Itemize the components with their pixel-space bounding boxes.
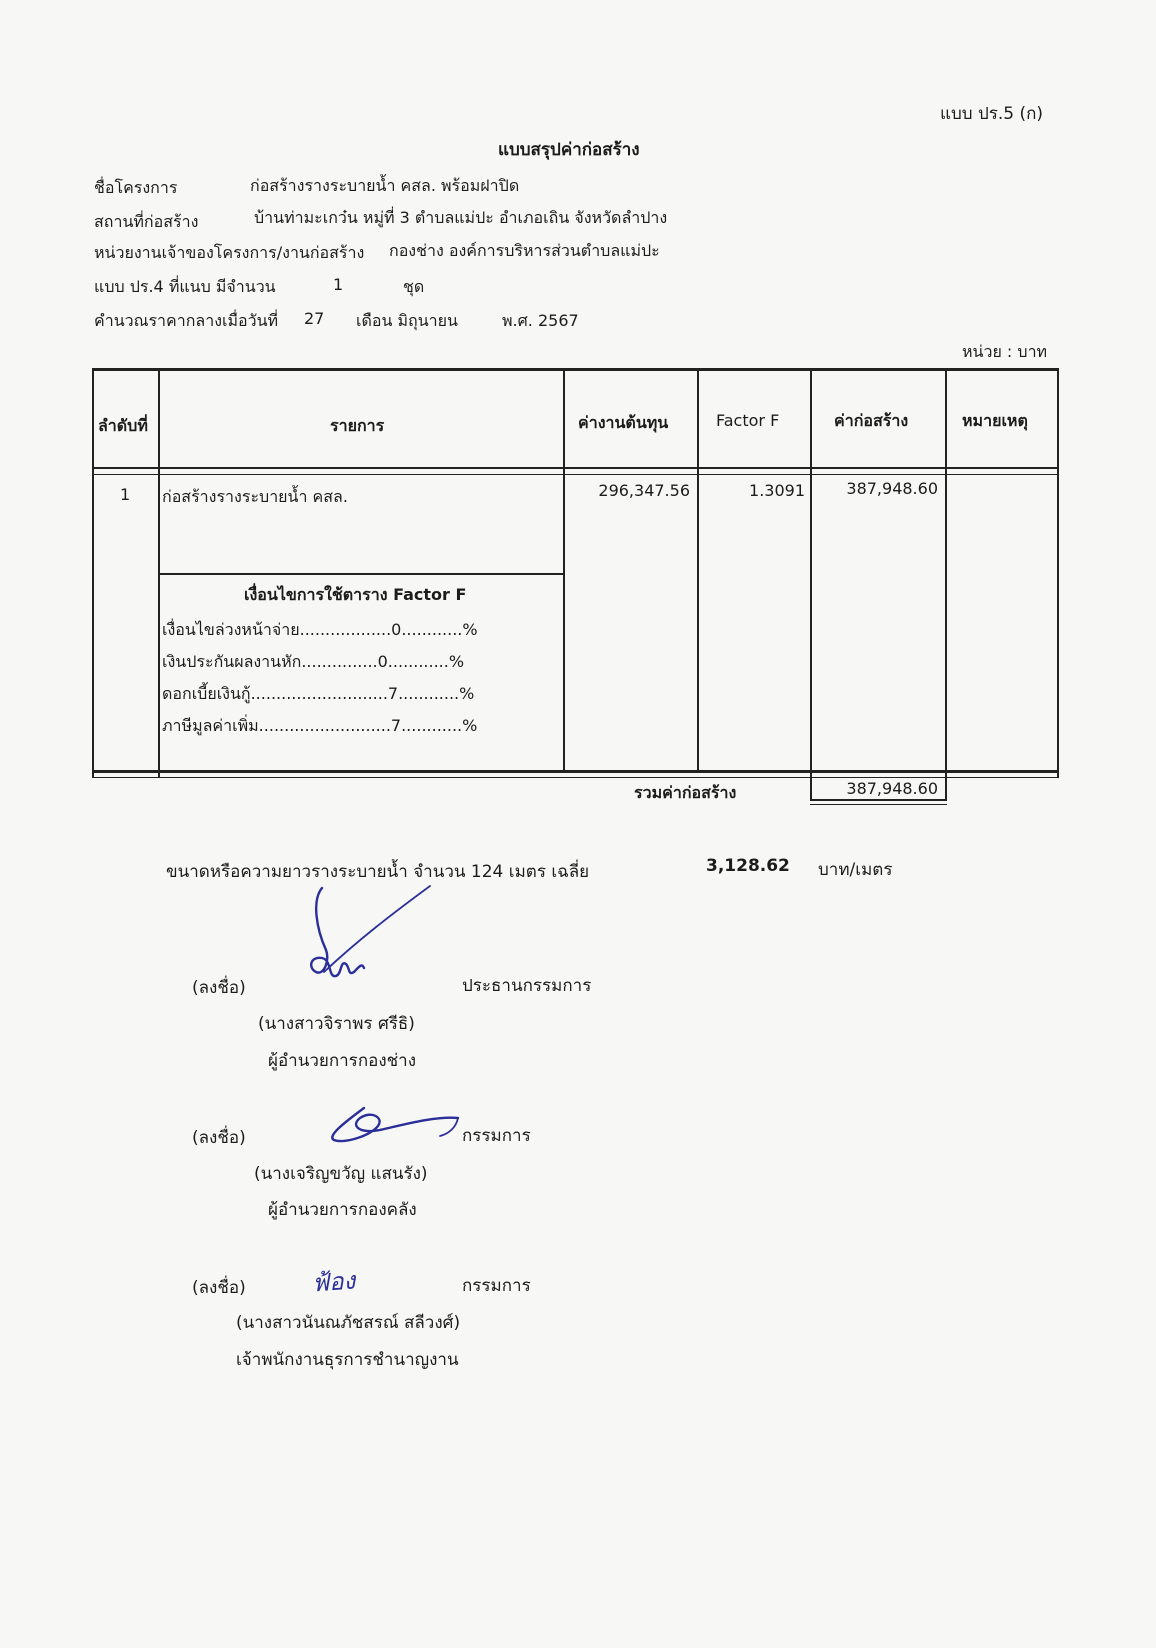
signer-role: ประธานกรรมการ <box>462 976 592 996</box>
calc-label: คำนวณราคากลางเมื่อวันที่ <box>94 311 279 330</box>
condition-item: เงื่อนไขล่วงหน้าจ่าย..................0............% <box>162 620 478 639</box>
row-item: ก่อสร้างรางระบายน้ำ คสล. <box>162 487 348 506</box>
summary-unit: บาท/เมตร <box>818 860 893 880</box>
signer-name: (นางเจริญขวัญ แสนรัง) <box>254 1164 428 1184</box>
attach-unit: ชุด <box>403 277 425 296</box>
sign-label: (ลงชื่อ) <box>192 978 246 998</box>
total-value: 387,948.60 <box>846 779 938 798</box>
location-value: บ้านท่ามะเกว๋น หมู่ที่ 3 ตำบลแม่ปะ อำเภอเถิน จังหวัดลำปาง <box>254 208 668 227</box>
header-no: ลำดับที่ <box>98 416 148 435</box>
signer-role: กรรมการ <box>462 1276 531 1296</box>
owner-value: กองช่าง องค์การบริหารส่วนตำบลแม่ปะ <box>389 241 660 260</box>
handwritten-signature <box>320 1100 460 1150</box>
signer-name: (นางสาวนันณภัชสรณ์ สลีวงศ์) <box>236 1313 461 1333</box>
condition-item: เงินประกันผลงานหัก...............0............% <box>162 652 465 671</box>
document-title: แบบสรุปค่าก่อสร้าง <box>498 140 640 160</box>
form-code: แบบ ปร.5 (ก) <box>940 104 1044 124</box>
signer-role: กรรมการ <box>462 1126 531 1146</box>
header-remark: หมายเหตุ <box>962 411 1028 430</box>
calc-month: เดือน มิถุนายน <box>356 311 458 330</box>
sign-label: (ลงชื่อ) <box>192 1278 246 1298</box>
row-cost: 296,347.56 <box>598 481 690 500</box>
header-cost: ค่างานต้นทุน <box>578 413 669 432</box>
unit-label: หน่วย : บาท <box>962 342 1048 361</box>
condition-item: ภาษีมูลค่าเพิ่ม..........................7............% <box>162 716 478 735</box>
header-item: รายการ <box>330 416 385 435</box>
condition-item: ดอกเบี้ยเงินกู้...........................7............% <box>162 684 475 703</box>
handwritten-signature: ฟ้อง <box>311 1266 357 1298</box>
row-construction: 387,948.60 <box>846 479 938 498</box>
summary-average: 3,128.62 <box>706 856 790 876</box>
row-no: 1 <box>120 485 131 504</box>
location-label: สถานที่ก่อสร้าง <box>94 212 199 231</box>
project-label: ชื่อโครงการ <box>94 178 178 197</box>
signer-name: (นางสาวจิราพร ศรีธิ) <box>258 1014 415 1034</box>
summary-text: ขนาดหรือความยาวรางระบายน้ำ จำนวน 124 เมตร เฉลี่ย <box>166 862 590 882</box>
signer-position: ผู้อำนวยการกองช่าง <box>268 1051 417 1071</box>
signer-position: ผู้อำนวยการกองคลัง <box>268 1200 417 1220</box>
project-value: ก่อสร้างรางระบายน้ำ คสล. พร้อมฝาปิด <box>250 176 520 195</box>
handwritten-signature <box>288 880 438 1000</box>
calc-year: พ.ศ. 2567 <box>502 311 579 330</box>
conditions-title: เงื่อนไขการใช้ตาราง Factor F <box>244 585 467 604</box>
calc-day: 27 <box>304 309 325 328</box>
attach-label: แบบ ปร.4 ที่แนบ มีจำนวน <box>94 277 276 296</box>
sign-label: (ลงชื่อ) <box>192 1128 246 1148</box>
signer-position: เจ้าพนักงานธุรการชำนาญงาน <box>236 1350 459 1370</box>
attach-count: 1 <box>333 275 344 294</box>
header-factor: Factor F <box>716 411 780 430</box>
owner-label: หน่วยงานเจ้าของโครงการ/งานก่อสร้าง <box>94 243 365 262</box>
total-label: รวมค่าก่อสร้าง <box>634 783 737 802</box>
row-factor: 1.3091 <box>749 481 805 500</box>
header-construction: ค่าก่อสร้าง <box>834 411 909 430</box>
